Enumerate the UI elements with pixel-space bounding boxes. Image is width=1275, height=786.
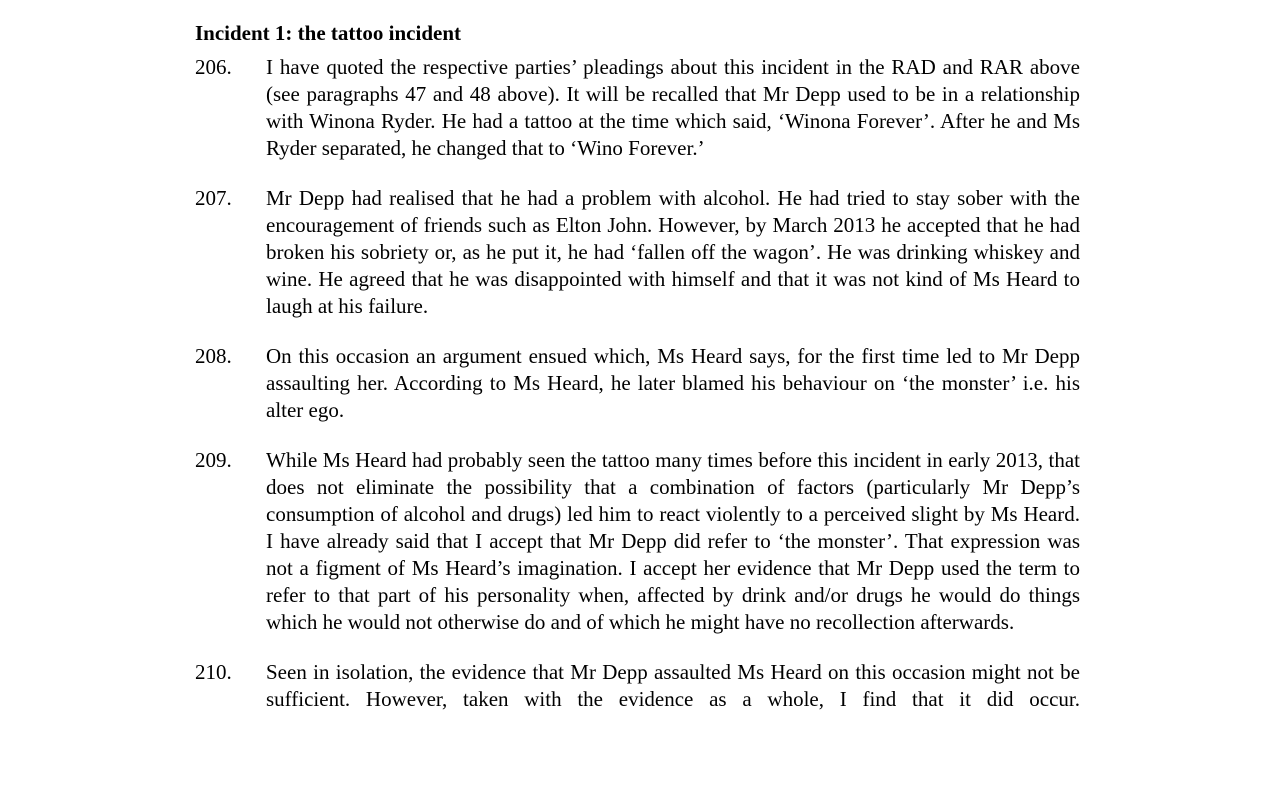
document-page [195,18,1080,736]
section-heading: Incident 1: the tattoo incident [195,21,461,45]
paragraph-number: 207. [195,186,232,210]
paragraph-text: While Ms Heard had probably seen the tattoo many times before this incident in early 2013, that does not eliminate the possibility that a combination of factors (particularly Mr Depp’s consumption of alcohol and drugs) led him to react violently to a perceived slight by Ms Heard. I have already said that I accept that Mr Depp did refer to ‘the monster’. That expression was not a figment of Ms Heard’s imagination. I accept her evidence that Mr Depp used the term to refer to that part of his personality when, affected by drink and/or drugs he would do things which he would not otherwise do and of which he might have no recollection afterwards. [266,448,1080,634]
paragraph-text: Mr Depp had realised that he had a problem with alcohol. He had tried to stay sober with the encouragement of friends such as Elton John. However, by March 2013 he accepted that he had broken his sobriety or, as he put it, he had ‘fallen off the wagon’. He was drinking whiskey and wine. He agreed that he was disappointed with himself and that it was not kind of Ms Heard to laugh at his failure. [266,186,1080,318]
paragraph-number: 208. [195,344,232,368]
paragraph-text: I have quoted the respective parties’ pleadings about this incident in the RAD and RAR above (see paragraphs 47 and 48 above). It will be recalled that Mr Depp used to be in a relationship with Winona Ryder. He had a tattoo at the time which said, ‘Winona Forever’. After he and Ms Ryder separated, he changed that to ‘Wino Forever.’ [266,55,1080,160]
paragraph-number: 206. [195,55,232,79]
paragraph-number: 209. [195,448,232,472]
paragraph-206 [195,54,1080,162]
paragraph-207 [195,185,1080,320]
paragraph-text: Seen in isolation, the evidence that Mr Depp assaulted Ms Heard on this occasion might not be sufficient. However, taken with the evidence as a whole, I find that it did occur. [266,660,1080,711]
paragraph-210 [195,659,1080,713]
paragraph-text: On this occasion an argument ensued which, Ms Heard says, for the first time led to Mr Depp assaulting her. According to Ms Heard, he later blamed his behaviour on ‘the monster’ i.e. his alter ego. [266,344,1080,422]
paragraph-208 [195,343,1080,424]
paragraph-209 [195,447,1080,636]
paragraph-number: 210. [195,660,232,684]
